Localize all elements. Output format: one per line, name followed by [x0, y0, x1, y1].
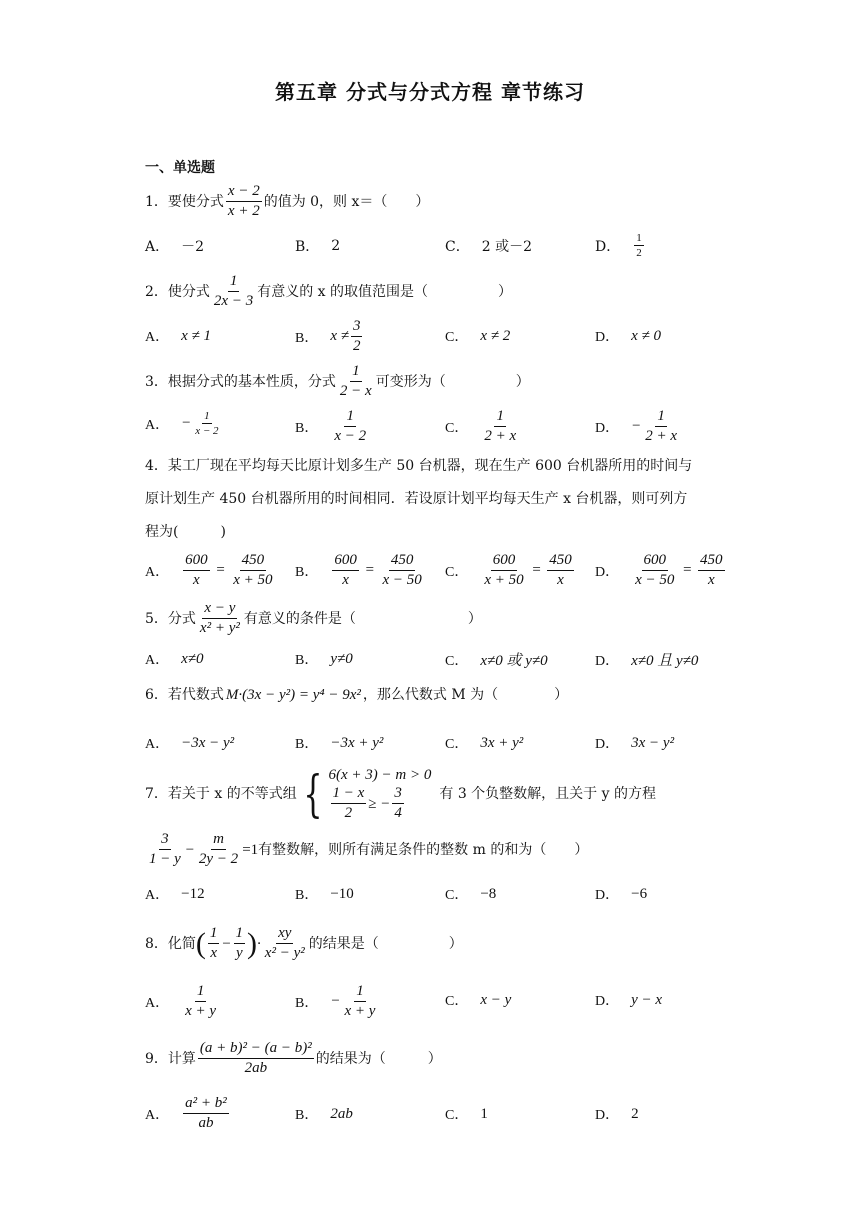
q4-option-a[interactable]: A． $\frac{600}{x}$ = $\frac{450}{x + 50}$	[145, 552, 273, 588]
q7-option-c[interactable]: C． −8	[445, 885, 497, 903]
q9-option-d[interactable]: D． 2	[595, 1105, 639, 1123]
q2-option-b[interactable]: B． x ≠ $\frac{3}{2}$	[295, 318, 361, 354]
question-4-line-3: 程为( )	[145, 524, 226, 540]
q5-option-b[interactable]: B． y≠0	[295, 650, 353, 668]
q6-option-b[interactable]: B． −3x + y²	[295, 734, 384, 752]
q9-option-a[interactable]: A． $\frac{\text{a² + b²}}{ab}$	[145, 1095, 227, 1131]
q9-option-c[interactable]: C． 1	[445, 1105, 488, 1123]
q1-option-d[interactable]: D． $\frac{1}{2}$	[595, 232, 642, 259]
q4-option-b[interactable]: B． $\frac{600}{x}$ = $\frac{450}{x - 50}$	[295, 552, 422, 588]
q5-fraction: $\frac{x - y}{\text{x² + y²}}$	[199, 600, 240, 636]
question-9: 9．计算 $\frac{\text{(a + b)² − (a − b)²}}{2ab}$ 的结果为（ ）	[145, 1040, 442, 1076]
q5-option-d[interactable]: D． x≠0 且 y≠0	[595, 653, 699, 669]
q1-option-a[interactable]: A． －2	[145, 239, 205, 255]
question-6: 6．若代数式 M·(3x − y²) = y⁴ − 9x² ，那么代数式 M 为（ ）	[145, 687, 569, 703]
q8-option-d[interactable]: D． y − x	[595, 991, 663, 1009]
q3-option-b[interactable]: B． $\frac{1}{x - 2}$	[295, 408, 367, 444]
q1-option-b[interactable]: B． 2	[295, 238, 341, 255]
section-heading: 一、单选题	[145, 160, 215, 176]
question-2: 2．使分式 $\frac{1}{2x - 3}$ 有意义的 x 的取值范围是（ ）	[145, 273, 512, 309]
q9-option-b[interactable]: B． 2ab	[295, 1105, 353, 1123]
q1-fraction: $\frac{x - 2}{x + 2}$	[227, 183, 260, 219]
q2-option-d[interactable]: D． x ≠ 0	[595, 327, 662, 345]
q6-option-c[interactable]: C． 3x + y²	[445, 734, 524, 752]
q3-option-a[interactable]: A． − $\frac{1}{x - 2}$	[145, 410, 219, 437]
q6-expression: M·(3x − y²) = y⁴ − 9x²	[225, 687, 361, 703]
q9-fraction: $\frac{\text{(a + b)² − (a − b)²}}{2ab}$	[199, 1040, 312, 1076]
q5-option-a[interactable]: A． x≠0	[145, 650, 204, 668]
q7-option-d[interactable]: D． −6	[595, 885, 648, 903]
q1-option-c[interactable]: C． 2 或－2	[445, 239, 532, 255]
q3-option-d[interactable]: D． − $\frac{1}{2 + x}$	[595, 408, 678, 444]
q2-option-c[interactable]: C． x ≠ 2	[445, 327, 511, 345]
question-3: 3．根据分式的基本性质，分式 $\frac{1}{2 - x}$ 可变形为（ ）	[145, 363, 530, 399]
question-1	[145, 183, 429, 220]
q2-option-a[interactable]: A． x ≠ 1	[145, 327, 212, 345]
question-7: 7．若关于 x 的不等式组 { 6(x + 3) − m > 0 $\frac{1 - x}{2}$ ≥ − $\frac{3}{4}$ 有 3 个负整数解，且关于 y 的方程	[145, 764, 656, 823]
q3-fraction: $\frac{1}{2 - x}$	[339, 363, 372, 399]
q3-option-c[interactable]: C． $\frac{1}{2 + x}$	[445, 408, 517, 444]
q7-inequality-system: { 6(x + 3) − m > 0 $\frac{1 - x}{2}$ ≥ − $\frac{3}{4}$	[303, 764, 432, 823]
q1-prefix: 1．要使分式	[145, 193, 224, 210]
q8-option-b[interactable]: B． − $\frac{1}{x + y}$	[295, 983, 376, 1019]
q4-option-d[interactable]: D． $\frac{600}{x - 50}$ = $\frac{450}{x}$	[595, 552, 723, 588]
q8-expression: ( $\frac{1}{x}$ − $\frac{1}{y}$ ) · $\frac{xy}{\text{x² − y²}}$	[195, 925, 305, 961]
q1-suffix: 的值为 0，则 x＝（ ）	[263, 193, 430, 210]
question-5: 5．分式 $\frac{x - y}{\text{x² + y²}}$ 有意义的条件是（ ）	[145, 600, 482, 636]
q8-option-a[interactable]: A． $\frac{1}{x + y}$	[145, 983, 217, 1019]
question-4-line-1: 4．某工厂现在平均每天比原计划多生产 50 台机器，现在生产 600 台机器所用的时间与	[145, 458, 693, 474]
q5-option-c[interactable]: C． x≠0 或 y≠0	[445, 653, 548, 669]
q7-option-b[interactable]: B． −10	[295, 885, 354, 903]
q8-option-c[interactable]: C． x − y	[445, 991, 512, 1009]
q6-option-a[interactable]: A． −3x − y²	[145, 734, 235, 752]
question-4-line-2: 原计划生产 450 台机器所用的时间相同．若设原计划平均每天生产 x 台机器，则可列方	[145, 491, 688, 507]
question-7-line-2: $\frac{3}{1 - y}$ − $\frac{m}{2y - 2}$ =1 有整数解，则所有满足条件的整数 m 的和为（ ）	[149, 831, 589, 867]
q7-option-a[interactable]: A． −12	[145, 885, 205, 903]
q2-fraction: $\frac{1}{2x - 3}$	[213, 273, 254, 309]
q4-option-c[interactable]: C． $\frac{600}{x + 50}$ = $\frac{450}{x}$	[445, 552, 572, 588]
q6-option-d[interactable]: D． 3x − y²	[595, 734, 675, 752]
page-title: 第五章 分式与分式方程 章节练习	[275, 80, 585, 104]
brace-icon: {	[303, 764, 323, 823]
question-8: 8．化简 ( $\frac{1}{x}$ − $\frac{1}{y}$ ) · $\frac{xy}{\text{x² − y²}}$ 的结果是（ ）	[145, 925, 463, 961]
